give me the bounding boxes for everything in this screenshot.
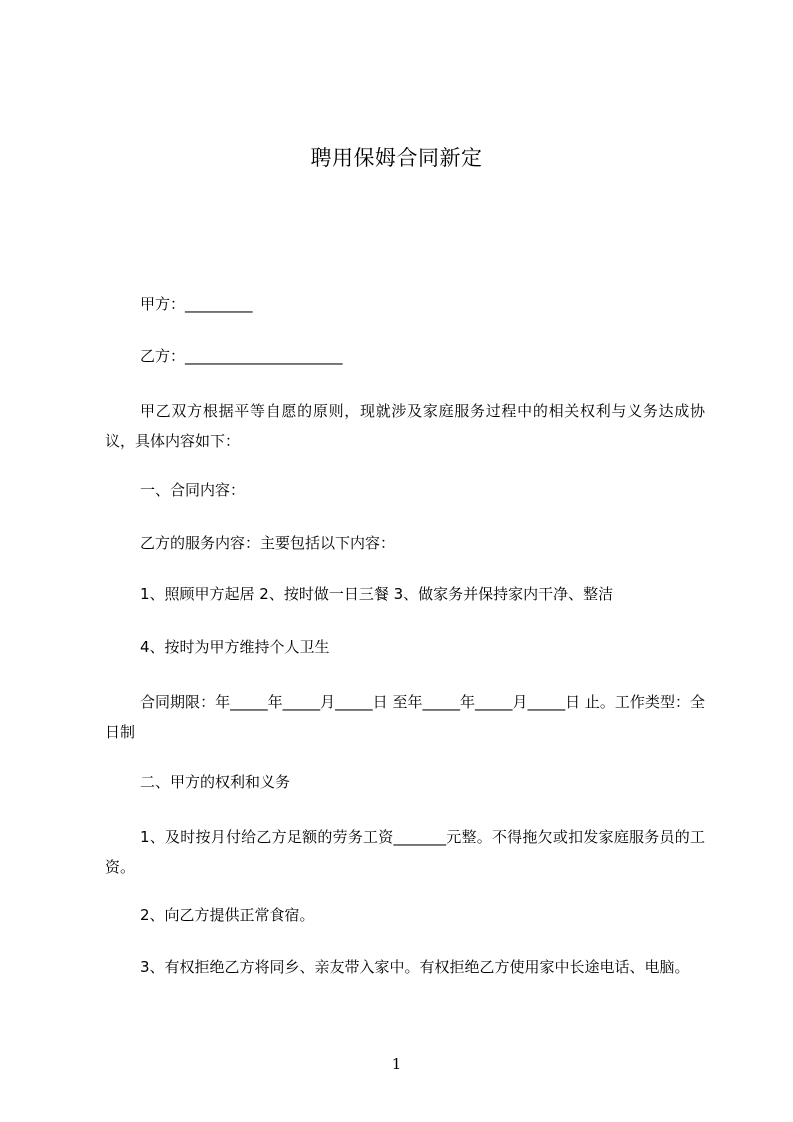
party-a-duty-3: 3、有权拒绝乙方将同乡、亲友带入家中。有权拒绝乙方使用家中长途电话、电脑。: [140, 958, 690, 976]
section-1-heading: 一、合同内容：: [140, 481, 246, 499]
party-b-line: 乙方：_____________________: [140, 347, 343, 365]
document-title: 聘用保姆合同新定: [310, 146, 483, 170]
service-item-4: 4、按时为甲方维持个人卫生: [140, 638, 330, 656]
contract-period-paragraph: 合同期限：年_____年_____月_____日 至年_____年_____月_____日 止。工作类型：全日制: [105, 693, 705, 741]
party-a-duty-1: 1、及时按月付给乙方足额的劳务工资_______元整。不得拖欠或扣发家庭服务员的工资。: [105, 828, 705, 876]
service-items-1-3: 1、照顾甲方起居 2、按时做一日三餐 3、做家务并保持家内干净、整洁: [140, 585, 614, 603]
intro-paragraph: 甲乙双方根据平等自愿的原则，现就涉及家庭服务过程中的相关权利与义务达成协议，具体内容如下：: [105, 402, 705, 450]
service-intro: 乙方的服务内容：主要包括以下内容：: [140, 534, 396, 552]
party-a-line: 甲方：_________: [140, 295, 253, 313]
page-number: 1: [391, 1055, 402, 1073]
section-2-heading: 二、甲方的权利和义务: [140, 773, 291, 791]
party-a-duty-2: 2、向乙方提供正常食宿。: [140, 906, 315, 924]
